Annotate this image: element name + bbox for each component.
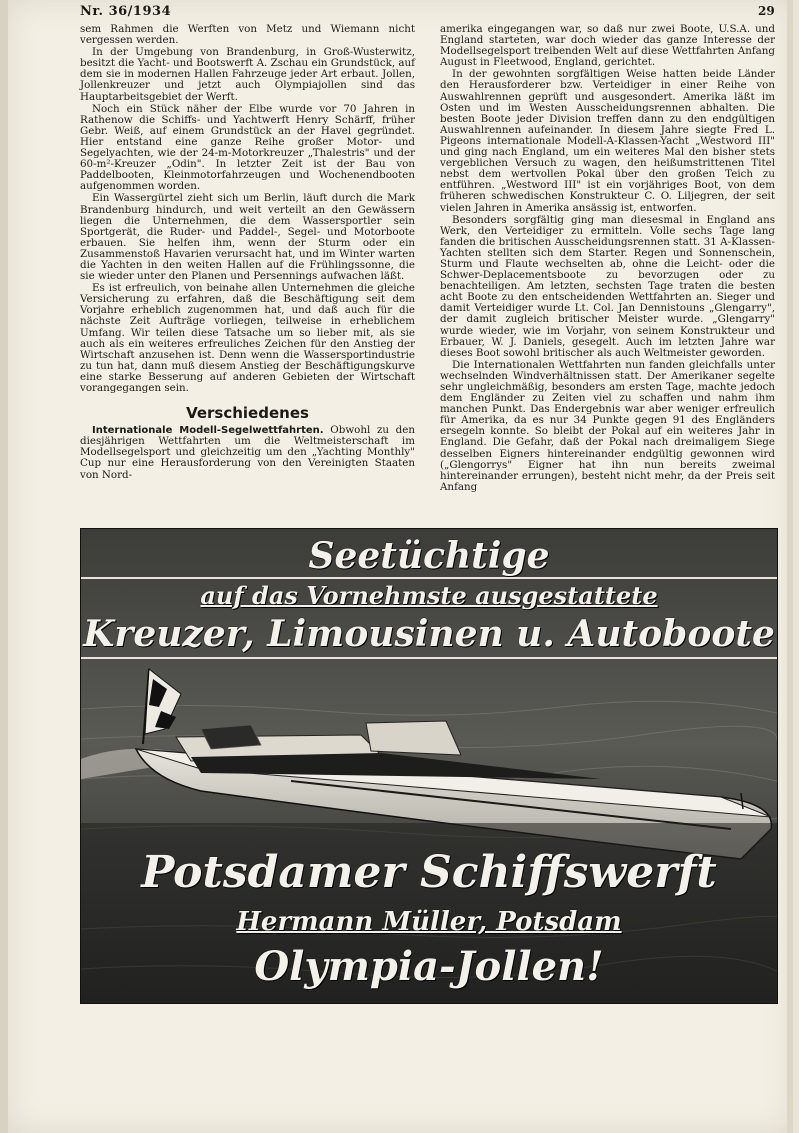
paragraph: Es ist erfreulich, von beinahe allen Unternehmen die gleiche Versicherung zu erfahren, daß die Beschäftigung seit dem Vorjahre erheblich zugenommen hat, und daß auch für die nächste Zeit Aufträge vorliegen, teilweise in erheblichem Umfang. Wir teilen diese Tatsache um so lieber mit, als sie auch als ein weiteres erfreuliches Zeichen für den Anstieg der Wirtschaft anzusehen ist. Denn wenn die Wassersportindustrie zu tun hat, dann muß diesem Anstieg der Beschäftigungskurve eine starke Besserung auf anderen Gebieten der Wirtschaft vorangegangen sein.	[80, 282, 415, 394]
lead-title: Internationale Modell-Segelwettfahrten.	[92, 425, 324, 437]
ad-company-owner: Hermann Müller, Potsdam	[236, 907, 622, 937]
shipyard-advertisement	[80, 528, 778, 1004]
issue-number: Nr. 36/1934	[80, 4, 172, 19]
paragraph: In der gewohnten sorgfältigen Weise hatten beide Länder den Herausforderer bzw. Verteidiger in einer Reihe von Auswahlrennen geprüft und ausgesondert. Amerika läßt im Osten und im Westen Ausscheidungsrennen abhalten. Die besten Boote jeder Division treffen dann zu den endgültigen Auswahlrennen aufeinander. In diesem Jahre siegte Fred L. Pigeons internationale Modell-A-Klassen-Yacht „Westword III" und ging nach England, um ein weiteres Mal den bisher stets vergeblichen Versuch zu wagen, den heißumstrittenen Titel nebst dem wertvollen Pokal über den großen Teich zu entführen. „Westword III" ist ein vorjähriges Boot, von dem früheren schwedischen Konstrukteur C. O. Liljegren, der seit vielen Jahren in Amerika ansässig ist, entworfen.	[440, 68, 775, 214]
ornament-rule	[81, 577, 777, 579]
ornament-rule	[81, 657, 777, 659]
lead-text: Obwohl zu den diesjährigen Wettfahrten um die Weltmeisterschaft im Modellsegelsport und gleichzeitig um den „Yachting Monthly" Cup nur eine Herausforderung von den Vereinigten Staaten von Nord-	[80, 424, 415, 481]
page-gutter	[0, 0, 8, 1133]
section-title: Verschiedenes	[186, 404, 309, 423]
paragraph: sem Rahmen die Werften von Metz und Wiemann nicht vergessen werden.	[80, 23, 415, 47]
right-column	[440, 24, 775, 493]
paragraph: Besonders sorgfältig ging man diesesmal in England ans Werk, den Verteidiger zu ermitteln. Volle sechs Tage lang fanden die britischen Ausscheidungsrennen statt. 31 A-Klassen-Yachten stellten sich dem Starter. Regen und Sonnenschein, Sturm und Flaute wechselten ab, ohne die Leicht- oder die Schwer-Deplacementsboote zu bevorzugen oder zu benachteiligen. Am letzten, sechsten Tage traten die besten acht Boote zu den entscheidenden Wettfahrten an. Sieger und damit Verteidiger wurde Lt. Col. Jan Dennistouns „Glengarry", der damit zugleich britischer Meister wurde. „Glengarry" wurde wieder, wie im Vorjahr, von seinem Konstrukteur und Erbauer, W. J. Daniels, gesegelt. Auch im letzten Jahre war dieses Boot sowohl britischer als auch Weltmeister geworden.	[440, 213, 775, 359]
paragraph: Ein Wassergürtel zieht sich um Berlin, läuft durch die Mark Brandenburg hindurch, und weit verteilt an den Gewässern liegen die Unternehmen, die dem Wassersportler sein Sportgerät, die Ruder- und Paddel-, Segel- und Motorboote erbauen. Sie helfen ihm, wenn der Sturm oder ein Zusammenstoß Havarien verursacht hat, und im Winter warten die Yachten in den weiten Hallen auf die Frühlingssonne, die sie wieder unter den Planen und Persennings aufwachen läßt.	[80, 192, 415, 283]
ad-headline: Seetüchtige	[308, 535, 550, 577]
ad-subheadline: auf das Vornehmste ausgestattete	[200, 581, 658, 610]
ad-product-line: Kreuzer, Limousinen u. Autoboote	[83, 613, 775, 655]
left-column	[80, 24, 415, 481]
page-edge	[787, 0, 793, 1133]
ad-company-name: Potsdamer Schiffswerft	[141, 847, 717, 898]
paragraph: In der Umgebung von Brandenburg, in Groß-Wusterwitz, besitzt die Yacht- und Bootswerft A. Zschau ein Grundstück, auf dem sie in modernen Hallen Fahrzeuge jeder Art erbaut. Jollen, Jollenkreuzer und jetzt auch Olympiajollen sind das Hauptarbeitsgebiet der Werft.	[80, 46, 415, 103]
lead-paragraph	[80, 425, 415, 480]
ad-slogan: Olympia-Jollen!	[254, 943, 604, 990]
paragraph: amerika eingegangen war, so daß nur zwei Boote, U.S.A. und England starteten, war doch wieder das ganze Interesse der Modellsegelsport treibenden Welt auf diese Wettfahrten Anfang August in Fleetwood, England, gerichtet.	[440, 23, 775, 69]
paragraph: Noch ein Stück näher der Elbe wurde vor 70 Jahren in Rathenow die Schiffs- und Yachtwerft Henry Schärff, früher Gebr. Weiß, auf einem Grundstück an der Havel gegründet. Hier entstand eine ganze Reihe großer Motor- und Segelyachten, wie der 24-m-Motorkreuzer „Thalestris" und der 60-m²-Kreuzer „Odin". In letzter Zeit ist der Bau von Paddelbooten, Kleinmotorfahrzeugen und Wochenendbooten aufgenommen worden.	[80, 102, 415, 193]
paragraph: Die Internationalen Wettfahrten nun fanden gleichfalls unter wechselnden Windverhältnissen statt. Der Amerikaner segelte sehr ungleichmäßig, besonders am ersten Tage, machte jedoch dem Engländer zu Zeiten viel zu schaffen und nahm ihm manchen Punkt. Das Endergebnis war aber weniger erfreulich für Amerika, da es nur 34 Punkte gegen 91 des Engländers ersegeln konnte. So bleibt der Pokal auf ein weiteres Jahr in England. Die Gefahr, daß der Pokal nach dreimaligem Siege desselben Eigners hintereinander endgültig gewonnen wird („Glengorrys" Eigner hat ihn nun bereits zweimal hintereinander errungen), besteht nicht mehr, da der Preis seit Anfang	[440, 358, 775, 493]
page-number: 29	[758, 4, 775, 18]
